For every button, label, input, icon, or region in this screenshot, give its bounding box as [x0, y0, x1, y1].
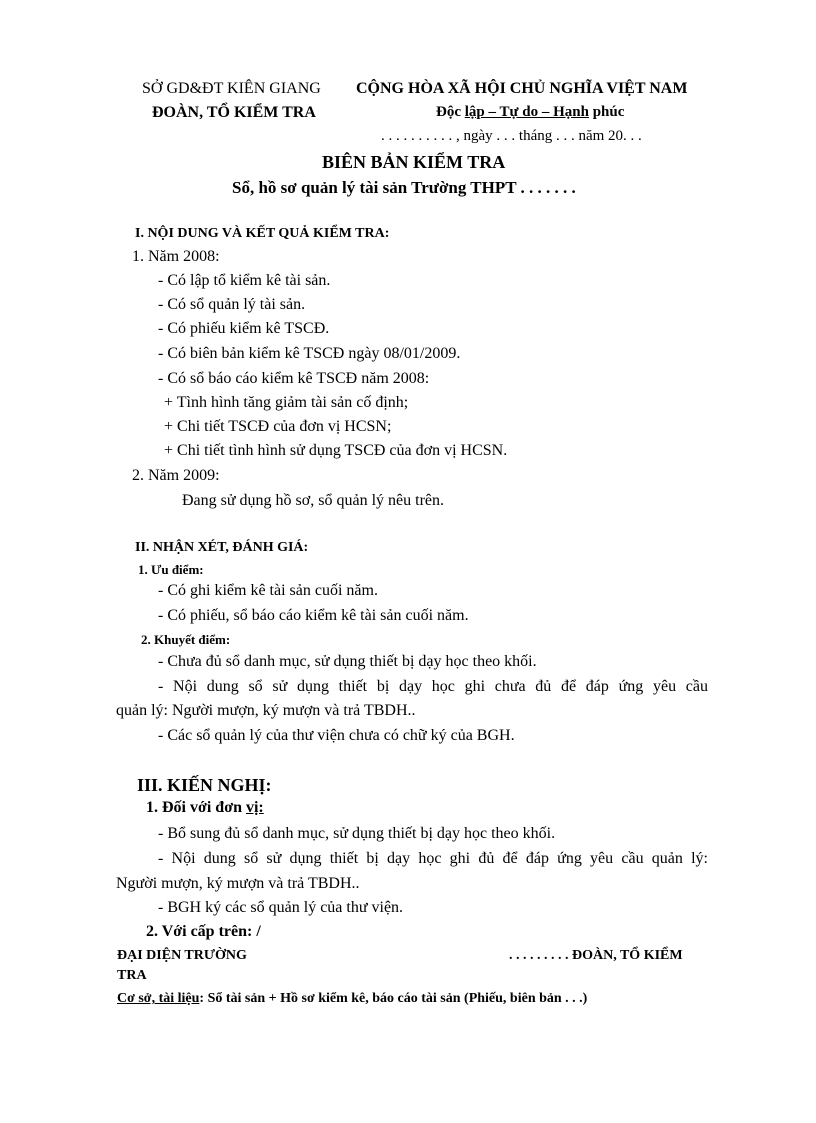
- list-item: - Nội dung sổ sử dụng thiết bị dạy học ghi đủ để đáp ứng yêu cầu quản lý:: [158, 850, 708, 867]
- national-title: CỘNG HÒA XÃ HỘI CHỦ NGHĨA VIỆT NAM: [356, 80, 688, 97]
- list-item: - Có phiếu kiểm kê TSCĐ.: [158, 320, 330, 337]
- motto-part-3: phúc: [588, 104, 625, 120]
- sub-list-item: + Chi tiết tình hình sử dụng TSCĐ của đơn vị HCSN.: [164, 442, 508, 459]
- date-line: . . . . . . . . . . , ngày . . . tháng . . . năm 20. . .: [381, 128, 642, 144]
- strengths-heading: 1. Ưu điểm:: [138, 562, 204, 577]
- department-name: SỞ GD&ĐT KIÊN GIANG: [142, 80, 321, 97]
- section-2-heading: II. NHẬN XÉT, ĐÁNH GIÁ:: [135, 540, 309, 555]
- list-item: - BGH ký các sổ quản lý của thư viện.: [158, 899, 404, 916]
- national-motto: [436, 104, 624, 121]
- footer-note: [117, 991, 587, 1007]
- weaknesses-heading: 2. Khuyết điểm:: [141, 632, 231, 647]
- year-2009-text: Đang sử dụng hồ sơ, sổ quản lý nêu trên.: [182, 492, 444, 509]
- school-representative-label: ĐẠI DIỆN TRƯỜNG: [117, 948, 247, 963]
- list-item: - Nội dung sổ sử dụng thiết bị dạy học ghi chưa đủ để đáp ứng yêu cầu: [158, 678, 708, 695]
- document-subtitle: Sổ, hồ sơ quản lý tài sản Trường THPT . . . . . . .: [232, 178, 576, 197]
- superior-recommendations-heading: 2. Với cấp trên: /: [146, 923, 261, 940]
- inspection-team-name: ĐOÀN, TỔ KIỂM TRA: [152, 104, 316, 121]
- list-item: - Các sổ quản lý của thư viện chưa có chữ ký của BGH.: [158, 727, 515, 744]
- list-item-continuation: Người mượn, ký mượn và trả TBDH..: [116, 875, 360, 892]
- list-item: - Có sổ quản lý tài sản.: [158, 296, 306, 313]
- list-item: - Bổ sung đủ sổ danh mục, sử dụng thiết bị dạy học theo khối.: [158, 825, 556, 842]
- document-title: BIÊN BẢN KIỂM TRA: [322, 152, 506, 172]
- inspection-team-signature-label: . . . . . . . . . ĐOÀN, TỔ KIỂM: [509, 948, 683, 963]
- list-item: - Có biên bản kiểm kê TSCĐ ngày 08/01/2009.: [158, 345, 461, 362]
- sub-list-item: + Chi tiết TSCĐ của đơn vị HCSN;: [164, 418, 392, 435]
- motto-part-1: Độc: [436, 104, 465, 120]
- section-1-heading: I. NỘI DUNG VÀ KẾT QUẢ KIỂM TRA:: [135, 226, 390, 241]
- footer-note-text: : Sổ tài sản + Hồ sơ kiểm kê, báo cáo tài sản (Phiếu, biên bản . . .): [199, 991, 588, 1006]
- unit-heading-part-1: 1. Đối với đơn: [146, 799, 246, 816]
- list-item-continuation: quản lý: Người mượn, ký mượn và trả TBDH..: [116, 702, 416, 719]
- list-item: - Có lập tổ kiểm kê tài sản.: [158, 272, 331, 289]
- footer-note-label: Cơ sở, tài liệu: [117, 991, 200, 1006]
- unit-heading-part-2: vị:: [245, 799, 264, 816]
- year-2009-label: 2. Năm 2009:: [132, 467, 220, 484]
- sub-list-item: + Tình hình tăng giảm tài sản cố định;: [164, 394, 409, 411]
- list-item: - Có sổ báo cáo kiểm kê TSCĐ năm 2008:: [158, 370, 430, 387]
- signature-label-continuation: TRA: [117, 968, 147, 983]
- section-3-heading: III. KIẾN NGHỊ:: [137, 775, 272, 795]
- list-item: - Có ghi kiểm kê tài sản cuối năm.: [158, 582, 378, 599]
- motto-part-2: lập – Tự do – Hạnh: [464, 104, 589, 120]
- list-item: - Chưa đủ sổ danh mục, sử dụng thiết bị dạy học theo khối.: [158, 653, 537, 670]
- list-item: - Có phiếu, sổ báo cáo kiểm kê tài sản cuối năm.: [158, 607, 469, 624]
- unit-recommendations-heading: [146, 799, 264, 817]
- year-2008-label: 1. Năm 2008:: [132, 248, 220, 265]
